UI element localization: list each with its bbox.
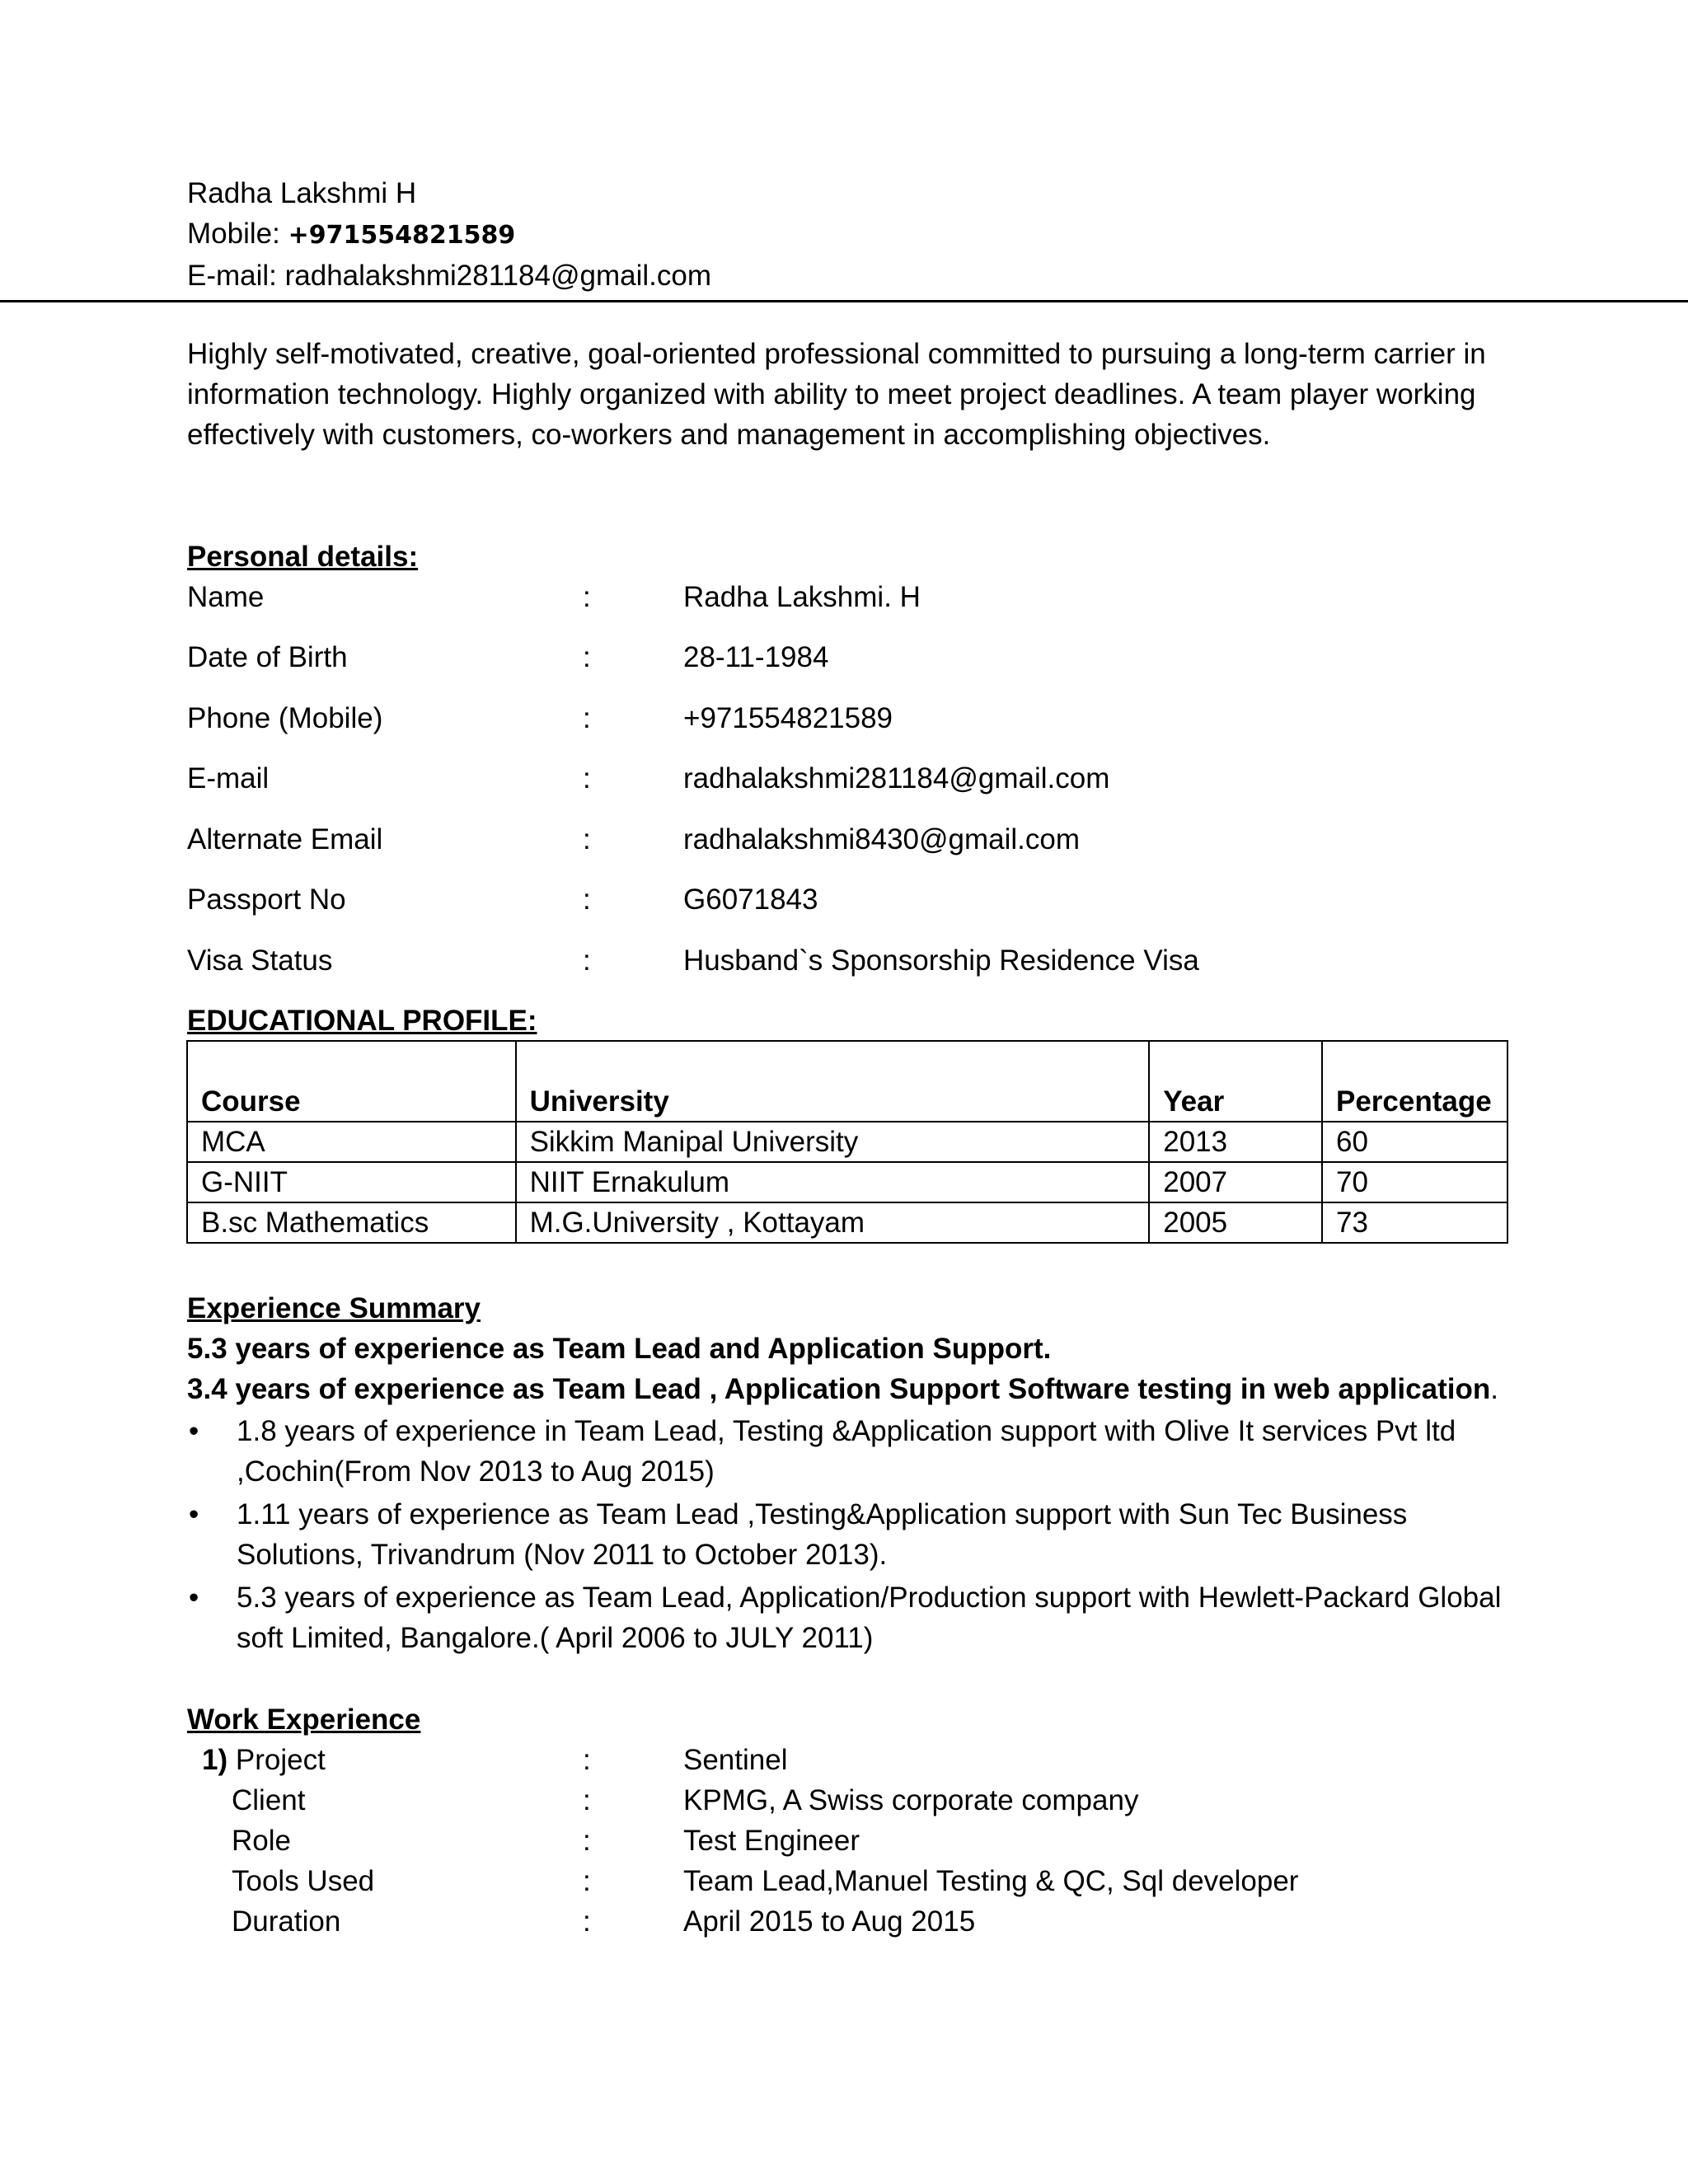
percentage-cell: 60	[1322, 1122, 1507, 1162]
work-key	[202, 1740, 326, 1780]
year-cell: 2005	[1149, 1202, 1322, 1243]
course-cell: MCA	[187, 1122, 516, 1162]
work-separator: :	[583, 1744, 591, 1776]
work-value: Team Lead,Manuel Testing & QC, Sql developer	[683, 1865, 1299, 1897]
personal-key: E-mail	[187, 762, 270, 794]
university-cell: NIIT Ernakulum	[516, 1162, 1150, 1202]
table-row	[187, 1122, 1507, 1162]
work-value: Sentinel	[683, 1744, 788, 1776]
list-item	[187, 1411, 1539, 1492]
personal-value: radhalakshmi8430@gmail.com	[683, 823, 1081, 855]
personal-value: Husband`s Sponsorship Residence Visa	[683, 944, 1199, 977]
bullet-icon: •	[189, 1415, 199, 1447]
education-table	[186, 1040, 1508, 1244]
contact-header	[187, 173, 711, 296]
mobile-line	[187, 213, 711, 255]
work-separator: :	[583, 1865, 591, 1897]
experience-highlight-2-period: .	[1490, 1373, 1498, 1405]
experience-highlight-2	[187, 1369, 1498, 1409]
list-item	[187, 1577, 1539, 1658]
university-cell: M.G.University , Kottayam	[516, 1202, 1150, 1243]
profile-summary: Highly self-motivated, creative, goal-oriented professional committed to pursuing a long-term carrier in information technology. Highly organized with ability to meet project deadlines. A team player working effectively with customers, co-workers and management in accomplishing objectives.	[187, 338, 1486, 451]
column-header-year: Year	[1149, 1041, 1322, 1122]
work-key: Role	[232, 1825, 291, 1857]
column-header-percentage: Percentage	[1322, 1041, 1507, 1122]
personal-key: Phone (Mobile)	[187, 702, 383, 734]
percentage-cell: 70	[1322, 1162, 1507, 1202]
personal-key: Alternate Email	[187, 823, 383, 855]
year-cell: 2013	[1149, 1122, 1322, 1162]
work-experience-title: Work Experience	[187, 1704, 421, 1736]
education-title: EDUCATIONAL PROFILE:	[187, 1005, 537, 1037]
personal-separator: :	[583, 641, 591, 673]
personal-separator: :	[583, 823, 591, 855]
personal-separator: :	[583, 883, 591, 916]
experience-bullet-list	[187, 1411, 1539, 1661]
header-divider	[0, 300, 1688, 302]
personal-value: Radha Lakshmi. H	[683, 581, 921, 613]
column-header-university: University	[516, 1041, 1150, 1122]
personal-separator: :	[583, 702, 591, 734]
work-key: Duration	[232, 1905, 341, 1938]
experience-highlight-2-text: 3.4 years of experience as Team Lead , Application Support Software testing in web application	[187, 1373, 1491, 1405]
personal-value: 28-11-1984	[683, 641, 829, 673]
work-separator: :	[583, 1905, 591, 1938]
mobile-value: +971554821589	[288, 221, 516, 250]
work-key: Tools Used	[232, 1865, 375, 1897]
bullet-text: 1.11 years of experience as Team Lead ,Testing&Application support with Sun Tec Business Solutions, Trivandrum (Nov 2011 to October 2013).	[237, 1498, 1408, 1571]
work-value: Test Engineer	[683, 1825, 860, 1857]
bullet-text: 1.8 years of experience in Team Lead, Testing &Application support with Olive It services Pvt ltd ,Cochin(From Nov 2013 to Aug 2015)	[237, 1415, 1456, 1488]
bullet-text: 5.3 years of experience as Team Lead, Application/Production support with Hewlett-Packard Global soft Limited, Bangalore.( April 2006 to JULY 2011)	[237, 1582, 1502, 1654]
table-row	[187, 1162, 1507, 1202]
work-key-label: Project	[235, 1744, 326, 1776]
personal-key: Visa Status	[187, 944, 333, 977]
personal-key: Date of Birth	[187, 641, 348, 673]
personal-separator: :	[583, 944, 591, 977]
experience-summary-title: Experience Summary	[187, 1292, 481, 1324]
work-separator: :	[583, 1825, 591, 1857]
work-separator: :	[583, 1784, 591, 1816]
table-row	[187, 1202, 1507, 1243]
university-cell: Sikkim Manipal University	[516, 1122, 1150, 1162]
course-cell: G-NIIT	[187, 1162, 516, 1202]
personal-key: Passport No	[187, 883, 346, 916]
experience-highlight-1: 5.3 years of experience as Team Lead and Application Support.	[187, 1333, 1052, 1365]
column-header-course: Course	[187, 1041, 516, 1122]
education-header-row	[187, 1041, 1507, 1122]
work-value: KPMG, A Swiss corporate company	[683, 1784, 1139, 1816]
email-line: E-mail: radhalakshmi281184@gmail.com	[187, 260, 711, 292]
candidate-name: Radha Lakshmi H	[187, 177, 417, 209]
work-key: Client	[232, 1784, 306, 1816]
personal-details-title: Personal details:	[187, 541, 419, 573]
work-value: April 2015 to Aug 2015	[683, 1905, 976, 1938]
list-item	[187, 1494, 1539, 1575]
personal-key: Name	[187, 581, 265, 613]
project-number: 1)	[202, 1744, 228, 1776]
personal-separator: :	[583, 581, 591, 613]
personal-value: radhalakshmi281184@gmail.com	[683, 762, 1110, 794]
year-cell: 2007	[1149, 1162, 1322, 1202]
mobile-label: Mobile:	[187, 218, 288, 250]
bullet-icon: •	[189, 1582, 199, 1614]
personal-value: +971554821589	[683, 702, 893, 734]
bullet-icon: •	[189, 1498, 199, 1530]
percentage-cell: 73	[1322, 1202, 1507, 1243]
course-cell: B.sc Mathematics	[187, 1202, 516, 1243]
personal-separator: :	[583, 762, 591, 794]
personal-value: G6071843	[683, 883, 818, 916]
